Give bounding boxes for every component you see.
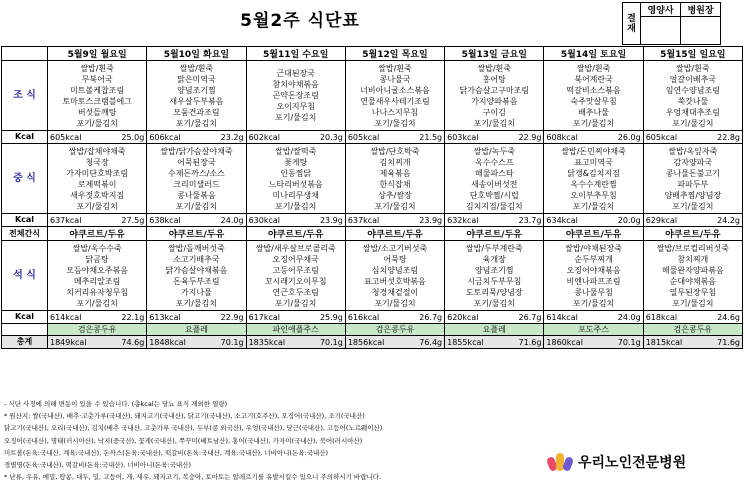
snack-cell: 야쿠르트/두유	[147, 227, 246, 241]
note-line: - 식단 사정에 의해 변동이 있을 수 있습니다. (총kcal는 당뇨 표식 제외한 열량)	[4, 400, 228, 408]
menu-item: 해물완자양파볶음	[661, 265, 724, 275]
menu-item: 순두부찌개	[574, 254, 613, 264]
menu-item: 김치지짐/물김치	[465, 201, 523, 211]
meal-items	[48, 241, 147, 311]
total-kcal: 1849kcal	[50, 337, 87, 347]
menu-item: 포기/물김치	[275, 201, 317, 211]
protein-value: 20.3g	[319, 132, 343, 142]
menu-item: 가자미단호박조림	[66, 168, 129, 178]
menu-item: 포기/물김치	[76, 298, 118, 308]
meal-items	[445, 144, 544, 214]
menu-item: 옥수수스프	[474, 157, 514, 167]
snack-cell: 야쿠르트/두유	[544, 227, 643, 241]
protein-value: 27.5g	[121, 215, 145, 225]
menu-item: 참치야채볶음	[272, 80, 319, 89]
kcal-cell	[445, 311, 544, 324]
menu-item: 새우살두부볶음	[169, 96, 224, 106]
menu-item: 포기/물김치	[374, 298, 416, 308]
menu-item: 쌀밥/야채된장죽	[565, 243, 622, 253]
evening-snack-cell: 요플레	[445, 324, 544, 336]
menu-item: 포기/물김치	[572, 118, 615, 128]
snack-label: 전체간식	[2, 227, 48, 241]
kcal-cell	[643, 131, 742, 144]
menu-item: 나나스지무침	[371, 107, 419, 117]
menu-item: 새우젓호박지짐	[70, 190, 125, 200]
menu-item: 배추나물	[578, 107, 609, 117]
approval-label: 결 재	[623, 3, 641, 45]
menu-item: 닭곰탕	[85, 254, 109, 264]
kcal-cell	[48, 131, 147, 144]
menu-item: 쌀밥/흰죽	[179, 63, 214, 73]
logo-mark-icon	[548, 453, 572, 471]
kcal-value: 634kcal	[546, 215, 578, 225]
kcal-value: 614kcal	[546, 312, 578, 322]
day-header: 5월13일 금요일	[445, 47, 544, 61]
menu-item: 파파두부	[677, 179, 709, 189]
kcal-cell	[643, 214, 742, 227]
menu-item: 상추/쌈장	[378, 190, 412, 200]
meal-items	[643, 144, 742, 214]
menu-item: 새송이버섯전	[471, 179, 518, 189]
kcal-value: 602kcal	[248, 132, 280, 142]
menu-item: 쌀밥/쌀떡죽	[275, 146, 317, 156]
menu-item: 심치양념조림	[371, 265, 419, 275]
menu-item: 포기/물김치	[672, 201, 714, 211]
menu-item: 쌀밥/흰죽	[477, 63, 512, 73]
menu-item: 떡갈비소스볶음	[566, 85, 621, 95]
day-header: 5월14일 토요일	[544, 47, 643, 61]
meal-items	[147, 241, 246, 311]
menu-item: 옥수수계란찜	[570, 179, 617, 189]
menu-item: 비엔나파프조림	[566, 276, 621, 286]
kcal-value: 613kcal	[149, 312, 181, 322]
protein-value: 26.7g	[419, 312, 443, 322]
menu-item: 양념조기찜	[474, 265, 514, 275]
menu-item: 어묵탕	[383, 254, 407, 264]
total-cell	[544, 336, 643, 349]
menu-item: 맑은미역국	[177, 74, 216, 84]
meal-items	[246, 241, 345, 311]
menu-item: 쌀밥/브로컬리버섯죽	[656, 243, 729, 253]
menu-item: 포기/물김치	[672, 118, 714, 128]
protein-value: 24.2g	[717, 215, 740, 225]
kcal-cell	[345, 311, 444, 324]
total-protein: 74.6g	[121, 337, 145, 347]
total-kcal: 1815kcal	[645, 337, 683, 347]
menu-item: 제육볶음	[379, 168, 411, 178]
kcal-value: 630kcal	[248, 215, 280, 225]
total-protein: 71.6g	[717, 337, 740, 347]
menu-item: 꽃게탕	[284, 157, 308, 167]
kcal-cell	[48, 214, 147, 227]
approval-sign-box	[641, 17, 681, 45]
menu-item: 포기/물김치	[473, 118, 515, 128]
protein-value: 24.0g	[220, 215, 244, 225]
meal-items	[445, 61, 544, 131]
meal-items	[345, 144, 444, 214]
menu-item: 청국장	[85, 157, 109, 167]
protein-value: 23.9g	[319, 215, 343, 225]
menu-item: 콩나물돈불고기	[665, 168, 720, 178]
day-header: 5월11일 수요일	[246, 47, 345, 61]
protein-value: 23.2g	[220, 132, 244, 142]
approval-sign-box	[681, 17, 721, 45]
menu-item: 단호박찜/시럽	[469, 190, 519, 200]
menu-item: 쌀밥/잡채야채죽	[68, 146, 126, 156]
menu-item: 근대된장국	[276, 69, 316, 78]
kcal-value: 605kcal	[645, 132, 678, 142]
protein-value: 22.8g	[717, 132, 740, 142]
kcal-cell	[345, 131, 444, 144]
protein-value: 23.7g	[518, 215, 542, 225]
menu-item: 닭가슴살야채볶음	[165, 265, 228, 275]
menu-item: 참치찌개	[677, 254, 709, 264]
kcal-value: 605kcal	[347, 132, 380, 142]
menu-item: 양배추찜/양념장	[664, 190, 722, 200]
kcal-cell	[147, 214, 246, 227]
menu-item: 쌀밥/흰죽	[378, 63, 412, 73]
menu-item: 닭갱&김치지짐	[567, 168, 620, 178]
menu-item: 시금치두부무침	[467, 276, 522, 286]
day-header: 5월10일 화요일	[147, 47, 246, 61]
menu-item: 고등어무조림	[272, 265, 319, 275]
menu-item: 포기/물김치	[76, 201, 118, 211]
meal-items	[643, 61, 742, 131]
protein-value: 26.7g	[518, 312, 542, 322]
kcal-cell	[48, 311, 147, 324]
corner-cell	[2, 47, 48, 61]
kcal-value: 603kcal	[447, 132, 479, 142]
menu-item: 오이지무침	[276, 102, 316, 111]
protein-value: 26.0g	[617, 132, 641, 142]
evening-snack-cell: 검은콩두유	[48, 324, 147, 336]
total-protein: 70.1g	[220, 337, 244, 347]
menu-item: 콩나물국	[379, 74, 411, 84]
menu-item: 크리미샐러드	[173, 179, 220, 189]
total-kcal: 1856kcal	[347, 337, 385, 347]
menu-item: 포기/물김치	[175, 118, 218, 128]
kcal-value: 608kcal	[546, 132, 578, 142]
kcal-cell	[246, 131, 345, 144]
kcal-cell	[544, 214, 643, 227]
kcal-cell	[544, 131, 643, 144]
meal-label-lunch: 중 식	[2, 144, 48, 214]
menu-item: 수제돈까스/소스	[168, 168, 225, 178]
menu-item: 오징어야채볶음	[566, 265, 621, 275]
kcal-value: 637kcal	[50, 215, 82, 225]
menu-item: 우엉채대추조림	[665, 107, 720, 117]
menu-item: 포기/물김치	[572, 201, 615, 211]
menu-item: 양념조기찜	[177, 85, 216, 95]
day-header: 5월15일 일요일	[643, 47, 742, 61]
meal-items	[345, 61, 444, 131]
menu-item: 닭가슴살고구마조림	[459, 85, 530, 95]
kcal-value: 606kcal	[149, 132, 181, 142]
kcal-cell	[345, 214, 444, 227]
total-cell	[147, 336, 246, 349]
menu-item: 포기/물김치	[175, 298, 218, 308]
menu-item: 쌀밥/소고기버섯죽	[362, 243, 428, 253]
menu-item: 표고미역국	[574, 157, 613, 167]
menu-item: 표고버섯호박볶음	[364, 276, 426, 286]
menu-item: 얼갈이배추국	[669, 74, 717, 84]
menu-item: 꼬시래기오이무침	[264, 276, 327, 286]
total-cell	[643, 336, 742, 349]
note-line: 오징어(국내산), 명태(러시아산), 낙지(중국산), 꽃게(국내산), 쭈꾸미(베트남산), 홍어(국내산), 가자미(국내산), 북어(러시아산)	[4, 436, 363, 445]
menu-item: 포기/물김치	[275, 113, 317, 122]
meal-items	[246, 144, 345, 214]
menu-item: 가지나물	[180, 287, 212, 297]
protein-value: 22.1g	[121, 312, 145, 322]
menu-item: 숙주맛살무침	[570, 96, 617, 106]
menu-item: 포기/물김치	[672, 298, 714, 308]
menu-item: 임연수양념조림	[665, 85, 720, 95]
kcal-value: 632kcal	[447, 215, 479, 225]
snack-cell: 야쿠르트/두유	[445, 227, 544, 241]
kcal-cell	[544, 311, 643, 324]
meal-items	[544, 241, 643, 311]
menu-item: 포기/물김치	[572, 298, 615, 308]
meal-items	[345, 241, 444, 311]
evening-snack-cell: 검은콩두유	[345, 324, 444, 336]
menu-item: 포기/물김치	[175, 201, 218, 211]
kcal-label: Kcal	[2, 214, 48, 227]
total-label: 총계	[2, 336, 48, 349]
menu-item: 청경채겉절이	[371, 287, 419, 297]
evening-snack-cell: 포도주스	[544, 324, 643, 336]
menu-item: 치커리유자청무침	[66, 287, 129, 297]
menu-item: 돈육두부조림	[173, 276, 220, 286]
snack-cell: 야쿠르트/두유	[246, 227, 345, 241]
menu-item: 미나리무생채	[272, 190, 319, 200]
kcal-label: Kcal	[2, 311, 48, 324]
kcal-cell	[246, 214, 345, 227]
protein-value: 21.5g	[419, 132, 443, 142]
menu-item: 포기/물김치	[473, 298, 515, 308]
menu-item: 무북어국	[81, 74, 113, 84]
evening-snack-cell: 파인애플주스	[246, 324, 345, 336]
menu-item: 포기/물김치	[374, 201, 416, 211]
hospital-name: 우리노인전문병원	[578, 455, 687, 471]
menu-item: 포기/물김치	[275, 298, 317, 308]
evening-snack-label	[2, 324, 48, 336]
meal-items	[246, 61, 345, 131]
total-kcal: 1855kcal	[447, 337, 484, 347]
kcal-label: Kcal	[2, 131, 48, 144]
menu-item: 감자양파국	[673, 157, 713, 167]
menu-item: 연근호두조림	[272, 287, 319, 297]
snack-cell: 야쿠르트/두유	[48, 227, 147, 241]
menu-item: 쌀밥/두부계란죽	[465, 243, 523, 253]
kcal-value: 616kcal	[347, 312, 380, 322]
menu-item: 쌀밥/닭가슴살야채죽	[160, 146, 233, 156]
total-cell	[445, 336, 544, 349]
meal-items	[147, 61, 246, 131]
snack-cell: 야쿠르트/두유	[643, 227, 742, 241]
kcal-cell	[643, 311, 742, 324]
menu-item: 버섯들깨탕	[77, 107, 117, 117]
menu-item: 홍어탕	[482, 74, 506, 84]
menu-item: 너비아니굴소스볶음	[360, 85, 430, 95]
meal-items	[544, 61, 643, 131]
menu-item: 열무된장무침	[669, 287, 717, 297]
kcal-value: 618kcal	[645, 312, 678, 322]
total-cell	[246, 336, 345, 349]
snack-cell: 야쿠르트/두유	[345, 227, 444, 241]
total-protein: 70.1g	[617, 337, 641, 347]
protein-value: 20.0g	[617, 215, 641, 225]
menu-item: 쌀밥/새우살브로콜리죽	[255, 243, 336, 253]
protein-value: 24.0g	[617, 312, 641, 322]
total-protein: 70.1g	[319, 337, 343, 347]
menu-item: 쌀밥/옥잎자죽	[668, 146, 718, 156]
kcal-value: 605kcal	[50, 132, 82, 142]
menu-item: 연물새우사테기조림	[360, 96, 430, 106]
menu-item: 토마토스크램블에그	[62, 96, 132, 106]
menu-item: 쌀밥/흰죽	[80, 63, 114, 73]
kcal-cell	[147, 311, 246, 324]
protein-value: 22.9g	[518, 132, 542, 142]
menu-item: 오이부추무침	[570, 190, 617, 200]
note-line: 경별명(돈육:국내산), 떡갈비(돈육:국내산), 너비아니(돈육:국내산)	[4, 461, 192, 470]
kcal-value: 638kcal	[149, 215, 181, 225]
total-protein: 71.6g	[518, 337, 542, 347]
kcal-cell	[445, 214, 544, 227]
kcal-cell	[246, 311, 345, 324]
meal-label-breakfast: 조 식	[2, 61, 48, 131]
note-line: * 난류, 우유, 메밀, 땅콩, 대두, 밀, 고등어, 게, 새우, 돼지고기, 복숭아, 토마토는 알레르기를 유발시킬수 있으니 주의하시기 바랍니다.	[4, 473, 382, 482]
evening-snack-cell: 요플레	[147, 324, 246, 336]
menu-item: 쑥갓나물	[677, 96, 709, 106]
menu-item: 가지양파볶음	[471, 96, 518, 106]
menu-item: 쌀밥/단호박죽	[370, 146, 420, 156]
menu-item: 인동찜닭	[280, 168, 312, 178]
meal-items	[48, 144, 147, 214]
menu-table	[1, 46, 743, 349]
menu-item: 콩나물볶음	[177, 190, 216, 200]
menu-item: 로제떡볶이	[77, 179, 117, 189]
meal-items	[147, 144, 246, 214]
menu-item: 쌀밥/흰죽	[676, 63, 710, 73]
menu-item: 콩나물무침	[574, 287, 613, 297]
page-title: 5월2주 식단표	[240, 11, 360, 31]
evening-snack-cell: 검은콩두유	[643, 324, 742, 336]
menu-item: 모듬야채오주볶음	[66, 265, 129, 275]
note-line: 미트볼(돈육:국내산, 계육:국내산), 돈까스(돈육:국내산), 떡갈비(돈육:국내산, 계육:국내산), 너비아니(돈육:국내산)	[4, 448, 329, 457]
menu-item: 메추리알조림	[73, 276, 121, 286]
menu-item: 한식잡채	[379, 179, 411, 189]
menu-item: 곤약돈장조림	[272, 91, 319, 100]
approval-dietitian: 영양사	[641, 3, 681, 17]
meal-items	[48, 61, 147, 131]
day-header: 5월12일 목요일	[345, 47, 444, 61]
menu-item: 모둠견과조림	[173, 107, 220, 117]
kcal-cell	[445, 131, 544, 144]
protein-value: 25.9g	[319, 312, 343, 322]
protein-value: 22.9g	[220, 312, 244, 322]
menu-item: 김치찌개	[379, 157, 411, 167]
menu-item: 쌀밥/옥수수죽	[72, 243, 122, 253]
kcal-cell	[147, 131, 246, 144]
kcal-value: 620kcal	[447, 312, 479, 322]
menu-item: 포기/물김치	[76, 118, 118, 128]
menu-item: 쌀밥/녹두죽	[473, 146, 515, 156]
menu-item: 오징어무채국	[272, 254, 319, 264]
menu-item: 포기/물김치	[374, 118, 416, 128]
menu-item: 미트볼케찹조림	[70, 85, 125, 95]
protein-value: 24.6g	[717, 312, 740, 322]
kcal-value: 617kcal	[248, 312, 280, 322]
kcal-value: 614kcal	[50, 312, 82, 322]
menu-item: 해물파스타	[474, 168, 514, 178]
menu-item: 쌀밥/흰죽	[576, 63, 611, 73]
total-kcal: 1860kcal	[546, 337, 583, 347]
total-kcal: 1835kcal	[248, 337, 286, 347]
menu-item: 쌀밥/돈민찌야채죽	[561, 146, 626, 156]
menu-item: 구이김	[482, 107, 506, 117]
meal-items	[544, 144, 643, 214]
meal-items	[643, 241, 742, 311]
protein-value: 23.9g	[419, 215, 443, 225]
total-protein: 76.4g	[419, 337, 443, 347]
hospital-logo	[548, 452, 686, 472]
approval-box	[622, 2, 721, 45]
note-line: 닭고기(국내산), 오리(국내산), 김치(배추 국내산, 고춧가루 국내산), 두부(콩 외국산), 우엉(국내산), 당근(국내산), 고등어(노르웨이산)	[4, 424, 383, 433]
total-kcal: 1848kcal	[149, 337, 186, 347]
menu-item: 육개장	[482, 254, 506, 264]
menu-item: 어묵된장국	[177, 157, 216, 167]
meal-items	[445, 241, 544, 311]
total-cell	[345, 336, 444, 349]
total-cell	[48, 336, 147, 349]
note-line: * 원산지: 쌀(국내산), 배추·고춧가루(국내산), 돼지고기(국내산), 닭고기(국내산), 소고기(호주산), 오징어(국내산), 조기(국내산)	[4, 412, 365, 421]
menu-item: 북어계란국	[574, 74, 613, 84]
menu-item: 순대야채볶음	[669, 276, 717, 286]
approval-director: 병원장	[681, 3, 721, 17]
menu-item: 도토리묵/양념장	[465, 287, 523, 297]
day-header: 5월9일 월요일	[48, 47, 147, 61]
menu-item: 쌀밥/돌깨버섯죽	[168, 243, 225, 253]
kcal-value: 637kcal	[347, 215, 380, 225]
menu-item: 느타리버섯볶음	[268, 179, 323, 189]
menu-item: 소고기배추국	[173, 254, 220, 264]
meal-label-dinner: 석 식	[2, 241, 48, 311]
kcal-value: 629kcal	[645, 215, 678, 225]
protein-value: 25.0g	[121, 132, 145, 142]
